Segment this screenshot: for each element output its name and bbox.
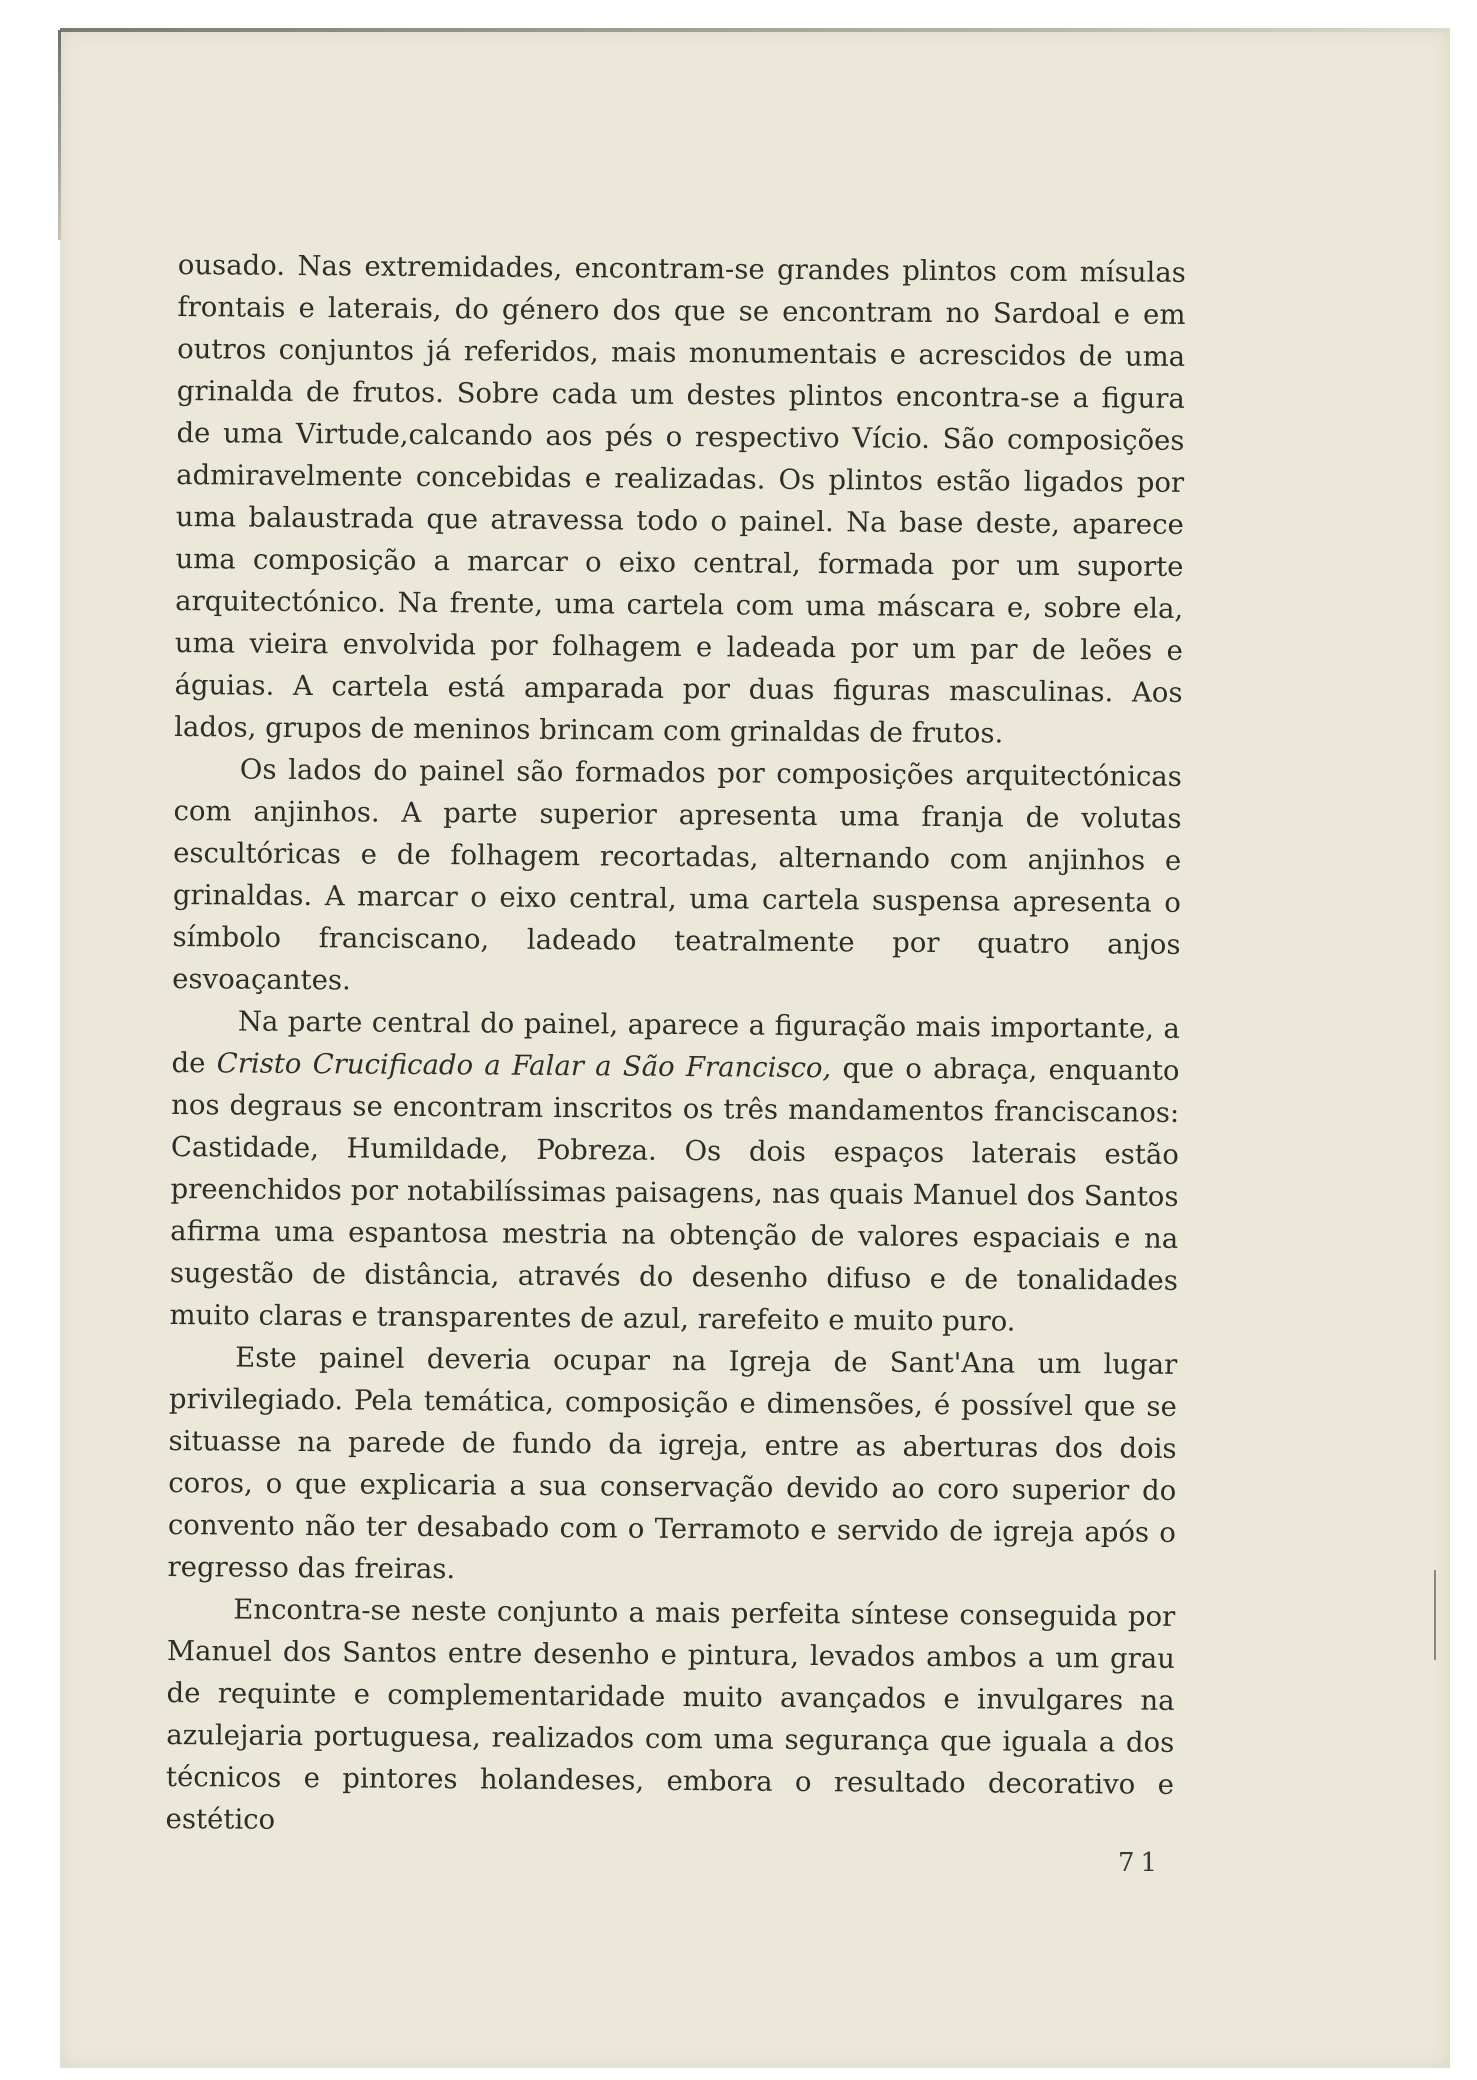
paragraph-3 xyxy=(169,1000,1180,1344)
paragraph-5: Encontra-se neste conjunto a mais perfeita síntese conseguida por Manuel dos Santos entre desenho e pintura, levados ambos a um grau de requinte e complementaridade muito avançados e invulgares na azulejaria portuguesa, realizados com uma segurança que iguala a dos técnicos e pintores holandeses, embora o resultado decorativo e estético xyxy=(165,1593,1176,1836)
paragraph-3-lead: Na parte central do painel, aparece a figuração mais importante, a de xyxy=(171,1005,1180,1080)
body-text xyxy=(165,244,1186,1848)
page-number: 71 xyxy=(1118,1848,1164,1878)
paragraph-2: Os lados do painel são formados por composições arquitectónicas com anjinhos. A parte superior apresenta uma franja de volutas escultóricas e de folhagem recortadas, alternando com anjinhos e grinaldas. A marcar o eixo central, uma cartela suspensa apresenta o símbolo franciscano, ladeado teatralmente por quatro anjos esvoaçantes. xyxy=(172,753,1182,997)
paragraph-4: Este painel deveria ocupar na Igreja de Sant'Ana um lugar privilegiado. Pela temática, composição e dimensões, é possível que se situasse na parede de fundo da igreja, entre as aberturas dos dois coros, o que explicaria a sua conservação devido ao coro superior do convento não ter desabado com o Terramoto e servido de igreja após o regresso das freiras. xyxy=(167,1341,1178,1586)
paragraph-3-rest: que o abraça, enquanto nos degraus se encontram inscritos os três mandamentos franciscanos: Castidade, Humildade, Pobreza. Os dois espaços laterais estão preenchidos por notabilíssimas paisagens, nas quais Manuel dos Santos afirma uma espantosa mestria na obtenção de valores espaciais e na sugestão de distância, através do desenho difuso e de tonalidades muito claras e transparentes de azul, rarefeito e muito puro. xyxy=(169,1052,1180,1338)
scan-edge-mark xyxy=(1434,1570,1436,1660)
paragraph-1: ousado. Nas extremidades, encontram-se grandes plintos com mísulas frontais e laterais, do género dos que se encontram no Sardoal e em outros conjuntos já referidos, mais monumentais e acrescidos de uma grinalda de frutos. Sobre cada um destes plintos encontra-se a figura de uma Virtude,calcando aos pés o respectivo Vício. São composições admiravelmente concebidas e realizadas. Os plintos estão ligados por uma balaustrada que atravessa todo o painel. Na base deste, aparece uma composição a marcar o eixo central, formada por um suporte arquitectónico. Na frente, uma cartela com uma máscara e, sobre ela, uma vieira envolvida por folhagem e ladeada por um par de leões e águias. A cartela está amparada por duas figuras masculinas. Aos lados, grupos de meninos brincam com grinaldas de frutos. xyxy=(174,248,1186,750)
artwork-title: Cristo Crucificado a Falar a São Francisco, xyxy=(216,1047,832,1085)
sheet-left-edge xyxy=(58,30,61,240)
sheet-top-edge xyxy=(60,28,1450,32)
